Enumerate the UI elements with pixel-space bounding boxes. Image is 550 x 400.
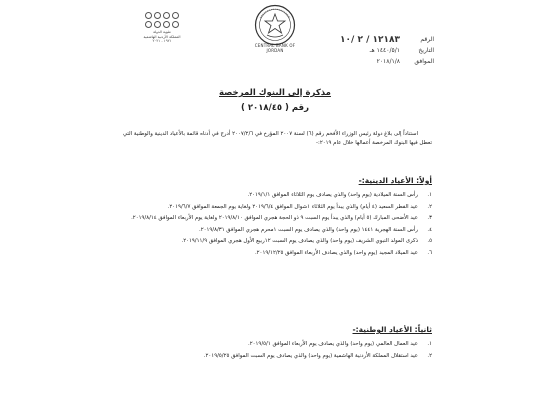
list-item: ٥. ذكرى المولد النبوي الشريف (يوم واحد) والذي يصادف يوم السبت ١٢ربيع الأول هجري الموافق ٢٠١٩/١١/٩. bbox=[181, 238, 432, 244]
memo-title: مذكرة إلى البنوك المرخصة bbox=[219, 88, 331, 98]
hijri-date-label: التاريخ bbox=[418, 47, 434, 54]
bank-name-en: CENTRAL BANK OF JORDAN bbox=[254, 43, 296, 53]
religious-holidays-list bbox=[120, 191, 432, 260]
gregorian-date-value: ٢٠١٨/١/٨ bbox=[376, 58, 400, 65]
religious-holidays-heading: أولاً: الأعياد الدينية:- bbox=[358, 176, 432, 185]
list-item: ٤. رأس السنة الهجرية ١٤٤١ (يوم واحد) والذي يصادف يوم السبت ١محرم هجري الموافق ٢٠١٩/٨/٣١. bbox=[198, 226, 432, 233]
list-item: ٢. عيد الفطر السعيد (٤ أيام) والذي يبدأ يوم الثلاثاء ١شوال الموافق ٢٠١٩/٦/٤ ولغاية يوم الجمعة الموافق ٢٠١٩/٦/٧. bbox=[167, 203, 432, 210]
hijri-date-value: ١٤٤٠/٥/١ هـ bbox=[369, 47, 400, 54]
national-holidays-heading: ثانياً: الأعياد الوطنية:- bbox=[352, 325, 432, 334]
national-holidays-list bbox=[120, 340, 432, 363]
reference-number-label: الرقم bbox=[420, 36, 434, 43]
gregorian-date-row bbox=[340, 56, 434, 67]
centennial-emblem bbox=[136, 12, 188, 44]
intro-paragraph: استناداً إلى بلاغ دولة رئيس الوزراء الأفخم رقم (٦) لسنة ٢٠٠٧ المؤرخ في ٢٠٠٧/٢/٦ أدرج في أدناه قائمة بالأعياد الدينية والوطنية التي تعطل فيها البنوك المرخصة أعمالها خلال عام ٢٠١٩:- bbox=[122, 131, 432, 146]
centennial-circles-icon bbox=[142, 12, 182, 28]
hijri-date-row bbox=[340, 45, 434, 56]
list-item: ١. عيد العمال العالمي (يوم واحد) والذي يصادف يوم الأربعاء الموافق ٢٠١٩/٥/١. bbox=[248, 341, 432, 347]
reference-number-value: ١٢١٨٣ / ٢ /١٠ bbox=[340, 34, 400, 45]
reference-block bbox=[340, 34, 434, 67]
list-item: ٣. عيد الأضحى المبارك (٥ أيام) والذي يبدأ يوم السبت ٩ ذو الحجة هجري الموافق ٢٠١٩/٨/١٠ ولغاية يوم الأربعاء الموافق ٢٠١٩/٨/١٤. bbox=[131, 215, 432, 221]
list-item: ١. رأس السنة الميلادية (يوم واحد) والذي يصادف يوم الثلاثاء الموافق ٢٠١٩/١/١. bbox=[247, 192, 432, 198]
centennial-text: مئوية الدولة المملكة الأردنية الهاشمية ١٩٢١ - ٢٠٢١ bbox=[143, 30, 181, 44]
memo-number: رقم ( ٢٠١٨/٤٥ ) bbox=[240, 103, 310, 113]
central-bank-seal-icon bbox=[254, 4, 296, 46]
memo-title-block bbox=[180, 88, 370, 113]
list-item: ٦. عيد الميلاد المجيد (يوم واحد) والذي يصادف الأربعاء الموافق ٢٠١٩/١٢/٢٥. bbox=[254, 249, 432, 256]
gregorian-date-label: الموافق bbox=[414, 58, 434, 65]
reference-number-row bbox=[340, 34, 434, 45]
list-item: ٢. عيد استقلال المملكة الأردنية الهاشمية (يوم واحد) والذي يصادف يوم السبت الموافق ٢٠١٩/٥/٢٥. bbox=[203, 352, 432, 359]
